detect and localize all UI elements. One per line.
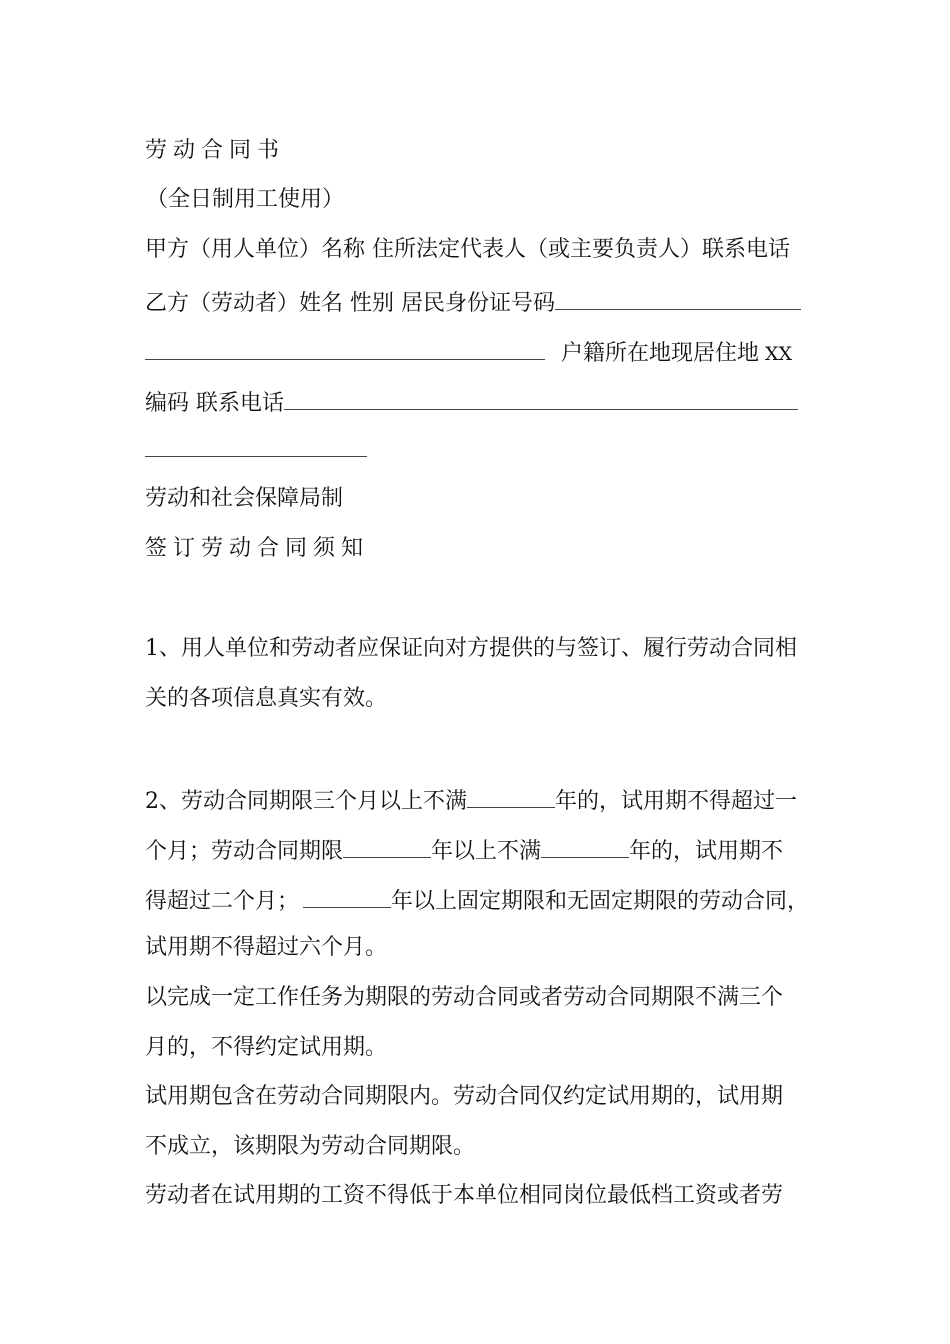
party-b-line-1 xyxy=(145,285,801,319)
item-1-line-2: 关的各项信息真实有效。 xyxy=(145,686,388,711)
years-blank-3 xyxy=(541,833,629,858)
item-1-text: 、用人单位和劳动者应保证向对方提供的与签订、履行劳动合同相 xyxy=(159,636,798,661)
item-2-number: 2 xyxy=(145,789,159,814)
paragraph-line: 不成立，该期限为劳动合同期限。 xyxy=(145,1134,476,1159)
trailing-blank xyxy=(145,432,367,457)
phone-blank xyxy=(284,385,798,410)
id-number-blank-continued xyxy=(145,335,545,360)
paragraph-line: 以完成一定工作任务为期限的劳动合同或者劳动合同期限不满三个 xyxy=(145,985,784,1010)
years-blank-4 xyxy=(303,883,391,908)
document-subtitle: （全日制用工使用） xyxy=(146,187,345,212)
item-2-line-3 xyxy=(145,883,809,917)
paragraph-line: 月的，不得约定试用期。 xyxy=(145,1035,388,1060)
item-2-text-c: 个月；劳动合同期限 xyxy=(145,839,344,864)
party-b-label: 乙方（劳动者）姓名 性别 居民身份证号码 xyxy=(145,291,555,316)
party-a-line: 甲方（用人单位）名称 住所法定代表人（或主要负责人）联系电话 xyxy=(145,237,790,262)
issuer-line: 劳动和社会保障局制 xyxy=(145,486,344,511)
party-b-line-4 xyxy=(145,432,367,466)
item-2-text-d: 年以上不满 xyxy=(431,839,542,864)
residence-xx: XX xyxy=(765,343,793,365)
party-b-line-2 xyxy=(145,335,792,369)
years-blank-1 xyxy=(467,783,555,808)
item-2-text-f: 得超过二个月； xyxy=(145,889,300,914)
item-2-line-2 xyxy=(145,833,783,867)
item-1-line-1 xyxy=(145,634,797,664)
item-2-line-1 xyxy=(145,783,797,817)
item-2-text-e: 年的，试用期不 xyxy=(629,839,784,864)
item-1-number: 1 xyxy=(145,636,159,661)
postcode-phone-label: 编码 联系电话 xyxy=(145,391,284,416)
item-2-text-g: 年以上固定期限和无固定期限的劳动合同， xyxy=(391,889,810,914)
item-2-line-4: 试用期不得超过六个月。 xyxy=(145,935,388,960)
years-blank-2 xyxy=(343,833,431,858)
paragraph-line: 试用期包含在劳动合同期限内。劳动合同仅约定试用期的，试用期 xyxy=(145,1084,784,1109)
party-b-line-3 xyxy=(145,385,798,419)
item-2-text-b: 年的，试用期不得超过一 xyxy=(555,789,798,814)
notice-title: 签订劳动合同须知 xyxy=(145,536,370,561)
residence-label: 户籍所在地现居住地 xyxy=(561,341,760,366)
id-number-blank xyxy=(555,285,801,310)
item-2-text-a: 、劳动合同期限三个月以上不满 xyxy=(159,789,468,814)
document-title: 劳动合同书 xyxy=(145,138,286,163)
paragraph-line: 劳动者在试用期的工资不得低于本单位相同岗位最低档工资或者劳 xyxy=(145,1183,784,1208)
